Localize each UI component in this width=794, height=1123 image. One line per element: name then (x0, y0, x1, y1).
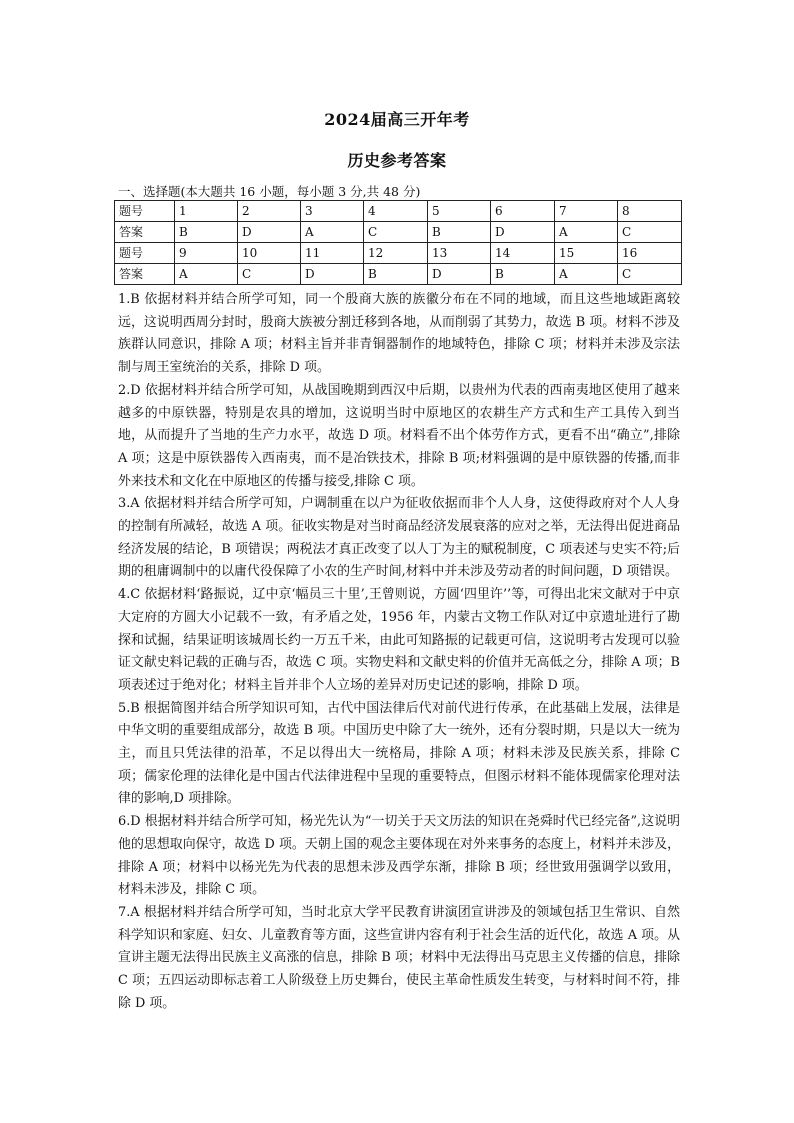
table-cell: B (428, 222, 491, 243)
table-cell: 8 (618, 201, 682, 222)
table-row-header: 题号 (115, 201, 175, 222)
explanation-paragraph: 2.D 依据材料并结合所学可知，从战国晚期到西汉中后期，以贵州为代表的西南夷地区使用了越来越多的中原铁器，特别是农具的增加，这说明当时中原地区的农耕生产方式和生产工具传入到当地，从而提升了当地的生产力水平，故选 D 项。材料看不出个体劳作方式，更看不出“确立”,排除 A 项；这是中原铁器传入西南夷，而不是冶铁技术，排除 B 项;材料强调的是中原铁器的传播,而非外来技术和文化在中原地区的传播与接受,排除 C 项。 (118, 382, 680, 489)
table-cell: B (175, 222, 238, 243)
table-row-header: 答案 (115, 222, 175, 243)
table-row-header: 题号 (115, 243, 175, 264)
exam-title: 2024届高三开年考 (324, 110, 470, 129)
table-row (115, 222, 682, 243)
table-cell: C (618, 222, 682, 243)
table-row (115, 243, 682, 264)
table-cell: A (175, 264, 238, 285)
table-cell: C (618, 264, 682, 285)
table-cell: C (238, 264, 301, 285)
table-cell: 12 (364, 243, 428, 264)
table-cell: 5 (428, 201, 491, 222)
table-cell: A (301, 222, 364, 243)
table-cell: C (364, 222, 428, 243)
table-cell: 3 (301, 201, 364, 222)
explanation-paragraph: 3.A 依据材料并结合所学可知，户调制重在以户为征收依据而非个人人身，这使得政府对个人人身的控制有所减轻，故选 A 项。征收实物是对当时商品经济发展衰落的应对之举，无法得出促进商品经济发展的结论，B 项错误；两税法才真正改变了以人丁为主的赋税制度，C 项表述与史实不符;后期的租庸调制中的以庸代役保障了小农的生产时间,材料中并未涉及劳动者的时间问题，D 项错误。 (118, 496, 680, 580)
table-cell: A (555, 264, 618, 285)
table-cell: A (555, 222, 618, 243)
table-cell: 14 (491, 243, 555, 264)
explanation-paragraph: 1.B 依据材料并结合所学可知，同一个殷商大族的族徽分布在不同的地域，而且这些地域距离较远，这说明西周分封时，殷商大族被分割迁移到各地，从而削弱了其势力，故选 B 项。材料不涉及族群认同意识，排除 A 项；材料主旨并非青铜器制作的地域特色，排除 C 项；材料并未涉及宗法制与周王室统治的关系，排除 D 项。 (118, 292, 680, 376)
table-cell: 4 (364, 201, 428, 222)
explanation-paragraph: 4.C 依据材料‘路振说，辽中京‘幅员三十里’,王曾则说，方圆‘四里许’’等，可得出北宋文献对于中京大定府的方圆大小记载不一致，有矛盾之处，1956 年，内蒙古文物工作队对辽中京遗址进行了勘探和试掘，结果证明该城周长约一万五千米，由此可知路振的记载更可信，这说明考古发现可以验证文献史料记载的正确与否，故选 C 项。实物史料和文献史料的价值并无高低之分，排除 A 项；B 项表述过于绝对化；材料主旨并非个人立场的差异对历史记述的影响，排除 D 项。 (118, 587, 680, 693)
explanation-paragraph: 7.A 根据材料并结合所学可知，当时北京大学平民教育讲演团宣讲涉及的领域包括卫生常识、自然科学知识和家庭、妇女、儿童教育等方面，这些宣讲内容有利于社会生活的近代化，故选 A 项。从宣讲主题无法得出民族主义高涨的信息，排除 B 项；材料中无法得出马克思主义传播的信息，排除 C 项；五四运动即标志着工人阶级登上历史舞台，使民主革命性质发生转变，与材料时间不符，排除 D 项。 (118, 904, 680, 1011)
table-cell: D (491, 222, 555, 243)
table-cell: 6 (491, 201, 555, 222)
table-cell: B (491, 264, 555, 285)
table-cell: 10 (238, 243, 301, 264)
table-cell: 2 (238, 201, 301, 222)
answer-table (114, 200, 682, 285)
table-cell: D (301, 264, 364, 285)
answer-key-title: 历史参考答案 (347, 151, 447, 170)
table-cell: 13 (428, 243, 491, 264)
table-cell: 11 (301, 243, 364, 264)
table-cell: 9 (175, 243, 238, 264)
table-cell: 1 (175, 201, 238, 222)
table-row (115, 264, 682, 285)
explanation-paragraph: 6.D 根据材料并结合所学可知，杨光先认为“一切关于天文历法的知识在尧舜时代已经完备”,这说明他的思想取向保守，故选 D 项。天朝上国的观念主要体现在对外来事务的态度上，材料并未涉及，排除 A 项；材料中以杨光先为代表的思想未涉及西学东渐，排除 B 项；经世致用强调学以致用，材料未涉及，排除 C 项。 (118, 814, 680, 898)
table-cell: 15 (555, 243, 618, 264)
table-cell: D (238, 222, 301, 243)
table-row (115, 201, 682, 222)
table-row-header: 答案 (115, 264, 175, 285)
section-heading: 一、选择题(本大题共 16 小题，每小题 3 分,共 48 分) (118, 184, 421, 199)
explanation-paragraph: 5.B 根据简图并结合所学知识可知，古代中国法律后代对前代进行传承，在此基础上发展，法律是中华文明的重要组成部分，故选 B 项。中国历史中除了大一统外，还有分裂时期，只是以大一统为主，而且只凭法律的沿革，不足以得出大一统格局，排除 A 项；材料未涉及民族关系，排除 C 项；儒家伦理的法律化是中国古代法律进程中呈现的重要特点，但图示材料不能体现儒家伦理对法律的影响,D 项排除。 (118, 700, 680, 807)
explanations-body (118, 289, 680, 1016)
table-cell: D (428, 264, 491, 285)
table-cell: 7 (555, 201, 618, 222)
table-cell: B (364, 264, 428, 285)
table-cell: 16 (618, 243, 682, 264)
